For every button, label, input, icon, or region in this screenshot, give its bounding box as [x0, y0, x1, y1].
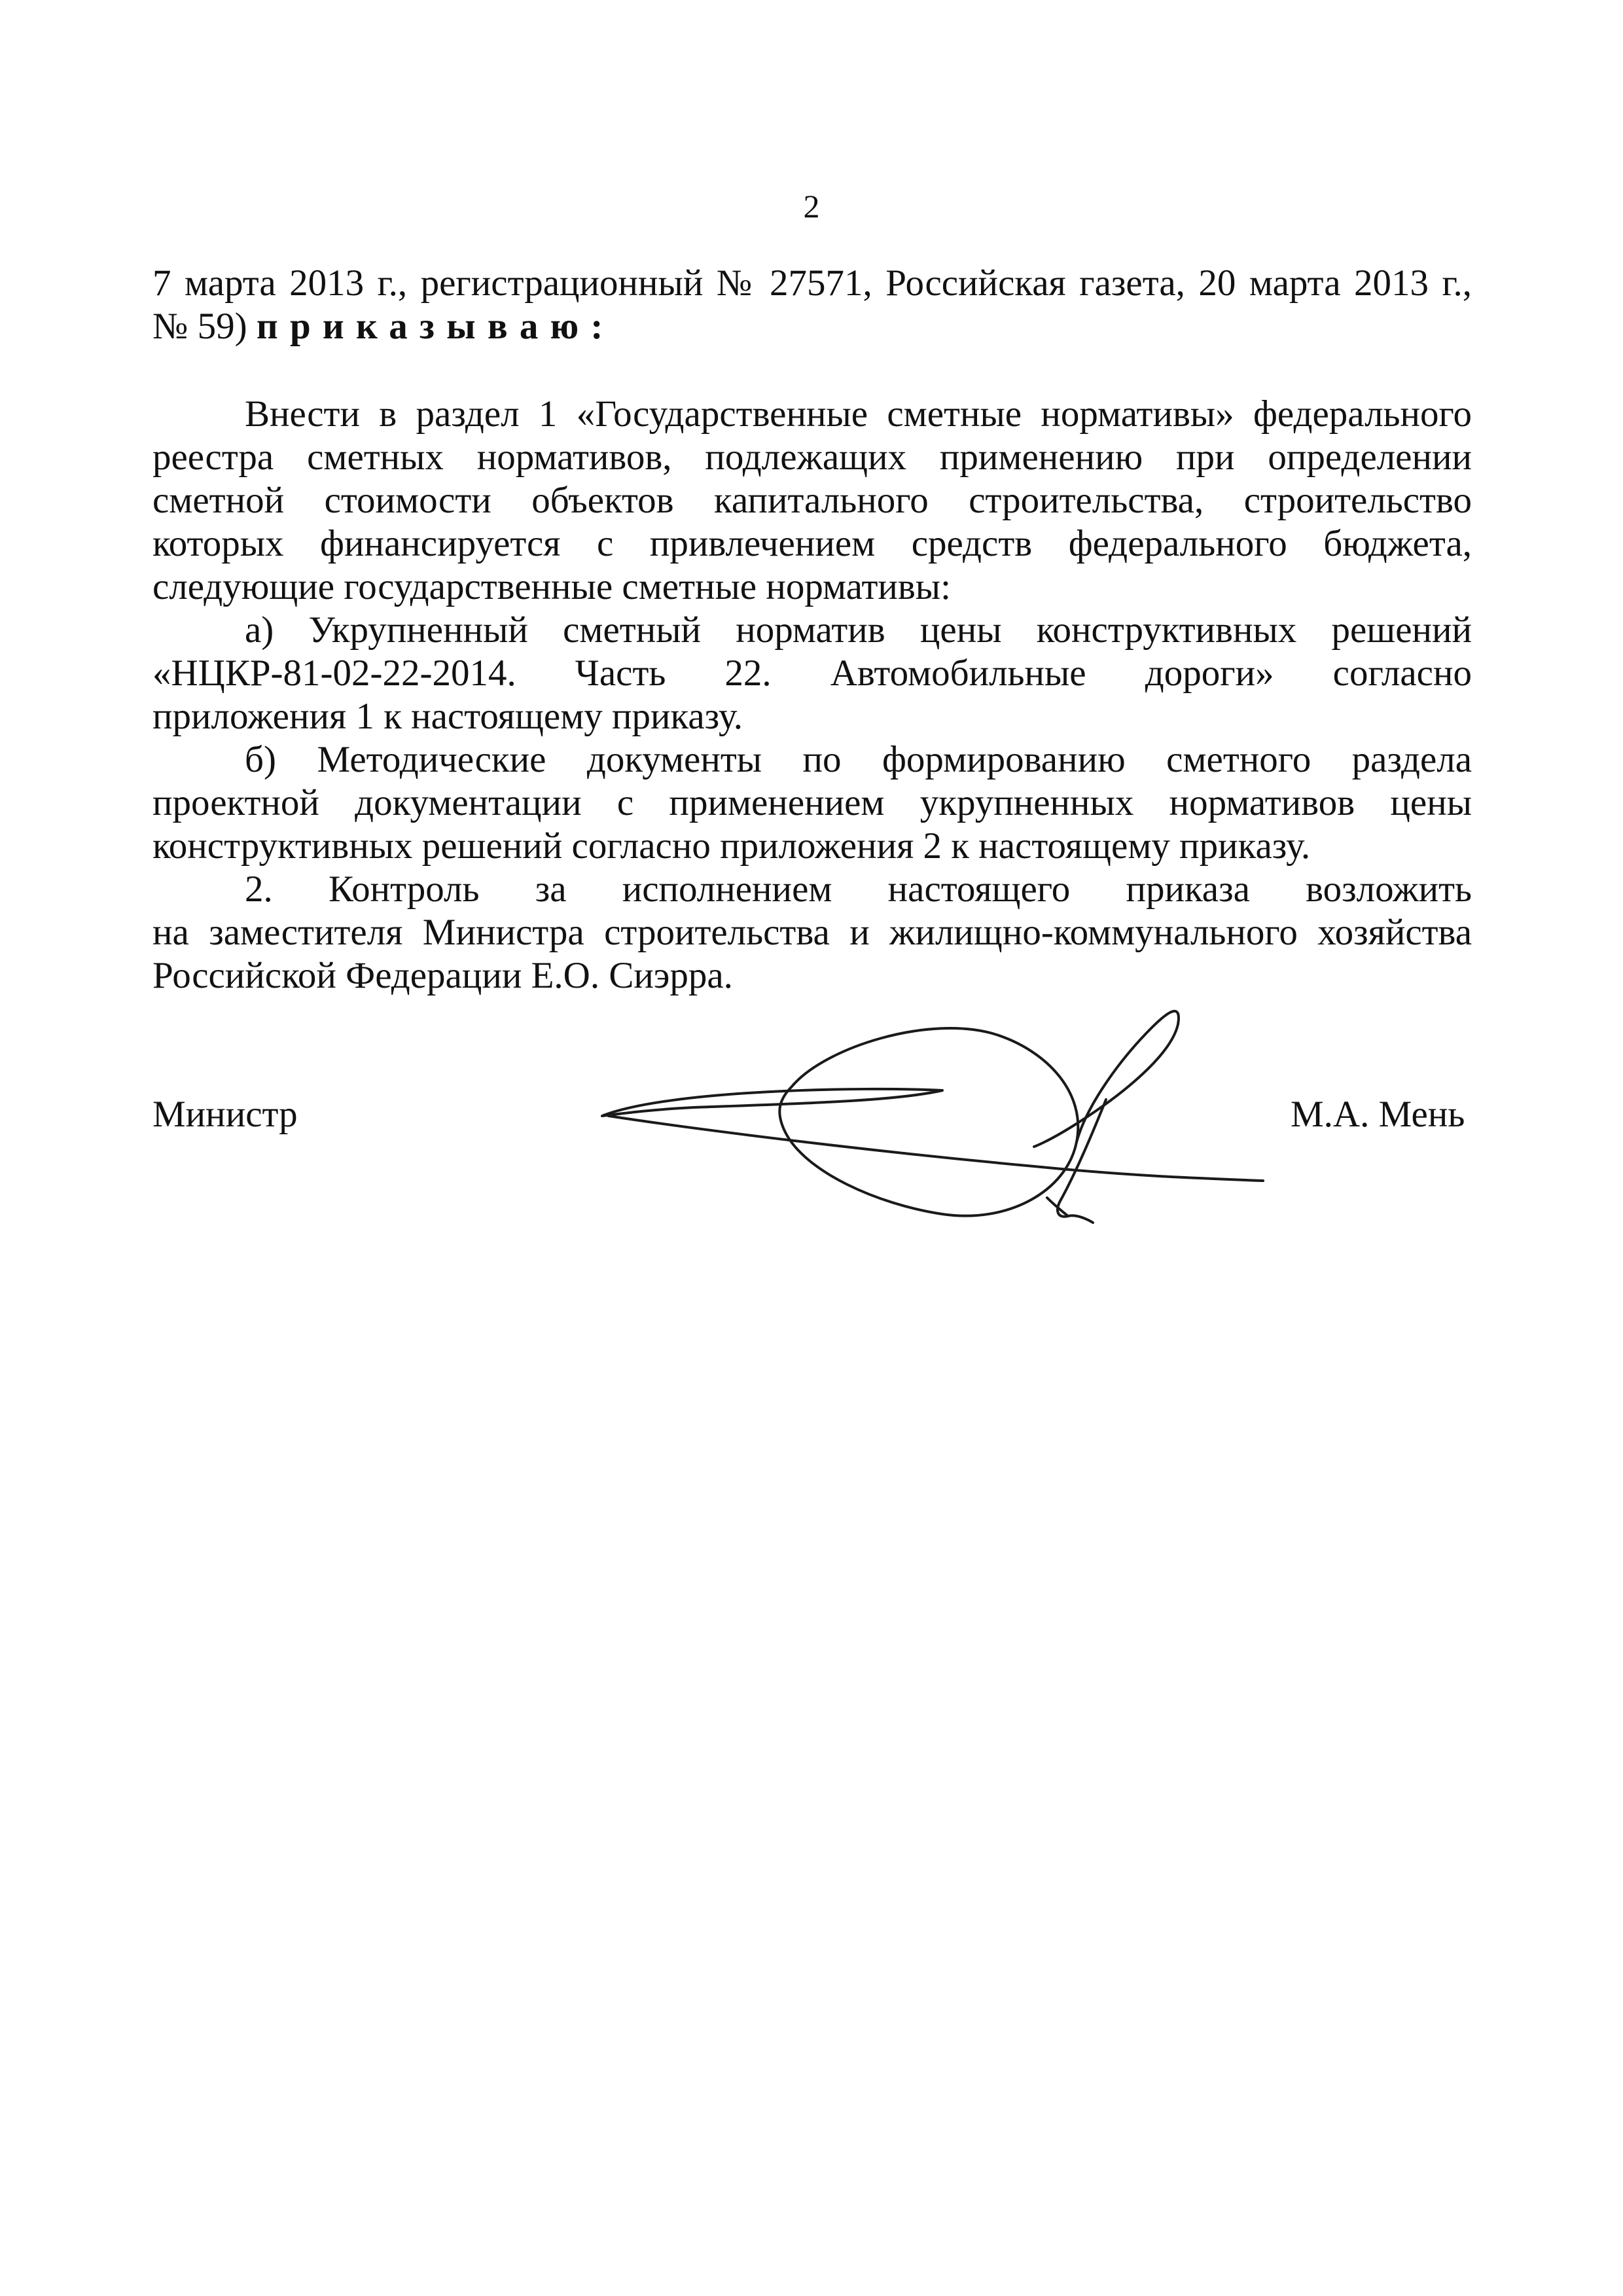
paragraph-2-line: на заместителя Министра строительства и жилищно-коммунального хозяйства	[152, 912, 1472, 953]
item-b-line: конструктивных решений согласно приложения 2 к настоящему приказу.	[152, 825, 1311, 867]
position-title: Министр	[152, 1094, 298, 1135]
handwritten-signature	[589, 975, 1283, 1257]
paragraph-2-line: 2. Контроль за исполнением настоящего приказа возложить	[245, 869, 1472, 910]
item-b-line: б) Методические документы по формированию сметного раздела	[245, 739, 1472, 780]
item-a-line: а) Укрупненный сметный норматив цены конструктивных решений	[245, 609, 1472, 651]
item-b-line: проектной документации с применением укрупненных нормативов цены	[152, 782, 1472, 823]
paragraph-1-line: которых финансируется с привлечением средств федерального бюджета,	[152, 523, 1472, 564]
paragraph-1-line: реестра сметных нормативов, подлежащих применению при определении	[152, 437, 1472, 478]
paragraph-1-line: сметной стоимости объектов капитального строительства, строительство	[152, 480, 1472, 521]
paragraph-1-line: следующие государственные сметные нормативы:	[152, 566, 951, 607]
paragraph-1-line: Внести в раздел 1 «Государственные сметные нормативы» федерального	[245, 393, 1472, 435]
item-a-line: «НЦКР-81-02-22-2014. Часть 22. Автомобильные дороги» согласно	[152, 653, 1472, 694]
intro-reference: № 59)	[152, 306, 247, 347]
order-keyword: приказываю:	[256, 306, 615, 347]
item-a-line: приложения 1 к настоящему приказу.	[152, 696, 743, 737]
signatory-name: М.А. Мень	[1291, 1094, 1465, 1135]
page-number: 2	[803, 188, 820, 224]
paragraph-2-line: Российской Федерации Е.О. Сиэрра.	[152, 955, 733, 996]
intro-line-2	[152, 305, 1472, 348]
intro-line-1: 7 марта 2013 г., регистрационный № 27571, Российская газета, 20 марта 2013 г.,	[152, 262, 1472, 304]
